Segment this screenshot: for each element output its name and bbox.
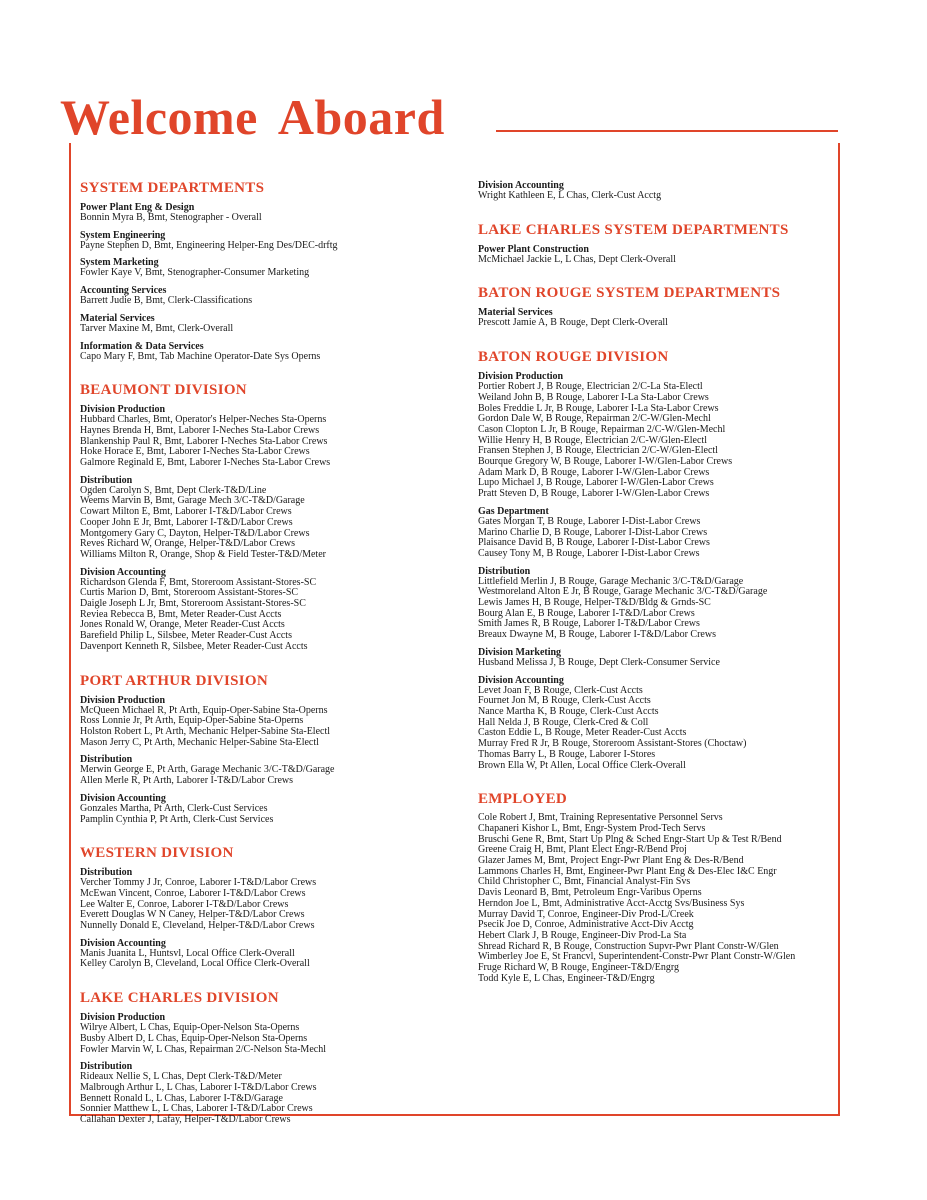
section-heading: PORT ARTHUR DIVISION (80, 672, 269, 689)
employee-entry: Lupo Michael J, B Rouge, Laborer I-W/Glen-Labor Crews (478, 477, 714, 489)
group-subheading: Division Production (80, 694, 166, 706)
employee-entry: Plaisance David B, B Rouge, Laborer I-Dist-Labor Crews (478, 537, 710, 549)
title-word-welcome: Welcome (60, 89, 258, 145)
employee-entry: Cason Clopton L Jr, B Rouge, Repairman 2/C-W/Glen-Mechl (478, 423, 726, 435)
employee-entry: Causey Tony M, B Rouge, Laborer I-Dist-Labor Crews (478, 547, 700, 559)
employee-entry: Fransen Stephen J, B Rouge, Electrician 2/C-W/Glen-Electl (478, 445, 718, 457)
employee-entry: Davenport Kenneth R, Silsbee, Meter Reader-Cust Accts (80, 640, 308, 652)
employee-entry: Cowart Milton E, Bmt, Laborer I-T&D/Labor Crews (80, 506, 292, 518)
department-section (80, 990, 465, 1126)
employee-entry: Reviea Rebecca B, Bmt, Meter Reader-Cust Accts (80, 608, 282, 620)
employee-entry: Nance Martha K, B Rouge, Clerk-Cust Accts (478, 705, 659, 717)
group-subheading: Division Accounting (80, 566, 166, 578)
group-subheading: Division Production (80, 1012, 166, 1024)
employee-entry: Vercher Tommy J Jr, Conroe, Laborer I-T&D/Labor Crews (80, 877, 317, 889)
employee-entry: Breaux Dwayne M, B Rouge, Laborer I-T&D/Labor Crews (478, 629, 716, 641)
employee-entry: Boles Freddie L Jr, B Rouge, Laborer I-La Sta-Labor Crews (478, 402, 719, 414)
employee-entry: Prescott Jamie A, B Rouge, Dept Clerk-Overall (478, 317, 668, 329)
employee-entry: Greene Craig H, Bmt, Plant Elect Engr-R/Bend Proj (478, 844, 687, 856)
section-heading: LAKE CHARLES SYSTEM DEPARTMENTS (478, 221, 789, 238)
employee-entry: Capo Mary F, Bmt, Tab Machine Operator-Date Sys Operns (80, 350, 321, 362)
employee-entry: Rideaux Nellie S, L Chas, Dept Clerk-T&D/Meter (80, 1071, 282, 1083)
group-subheading: Division Marketing (478, 646, 562, 658)
group-subheading: System Engineering (80, 229, 166, 241)
employee-entry: Adam Mark D, B Rouge, Laborer I-W/Glen-Labor Crews (478, 466, 710, 478)
employee-entry: Willie Henry H, B Rouge, Electrician 2/C-W/Glen-Electl (478, 434, 707, 446)
employee-entry: Callahan Dexter J, Lafay, Helper-T&D/Labor Crews (80, 1114, 291, 1126)
employee-entry: McMichael Jackie L, L Chas, Dept Clerk-Overall (478, 253, 676, 265)
section-heading: LAKE CHARLES DIVISION (80, 990, 279, 1007)
right-column (478, 180, 863, 1004)
staff-group (478, 307, 863, 329)
staff-group (80, 695, 465, 749)
employee-entry: Psecik Joe D, Conroe, Administrative Acct-Div Acctg (478, 919, 694, 931)
employee-entry: Blankenship Paul R, Bmt, Laborer I-Neches Sta-Labor Crews (80, 435, 328, 447)
employee-entry: Bonnin Myra B, Bmt, Stenographer - Overall (80, 212, 262, 223)
employee-entry: Brown Ella W, Pt Allen, Local Office Clerk-Overall (478, 759, 686, 771)
group-subheading: Gas Department (478, 505, 549, 517)
employee-entry: Bourg Alan E, B Rouge, Laborer I-T&D/Labor Crews (478, 607, 695, 619)
department-section (478, 791, 863, 984)
employee-entry: Hoke Horace E, Bmt, Laborer I-Neches Sta-Labor Crews (80, 446, 310, 458)
staff-group (478, 647, 863, 669)
employee-entry: Wright Kathleen E, L Chas, Clerk-Cust Acctg (478, 190, 662, 201)
employee-entry: Lee Walter E, Conroe, Laborer I-T&D/Labor Crews (80, 898, 289, 910)
left-column (80, 180, 465, 1146)
group-subheading: Power Plant Construction (478, 243, 589, 255)
employee-entry: Barrett Judie B, Bmt, Clerk-Classifications (80, 295, 253, 307)
group-subheading: Division Accounting (478, 180, 564, 191)
staff-group (478, 371, 863, 500)
employee-entry: Merwin George E, Pt Arth, Garage Mechanic 3/C-T&D/Garage (80, 764, 335, 776)
staff-group (80, 867, 465, 932)
title-word-aboard: Aboard (277, 89, 445, 145)
employee-entry: Child Christopher C, Bmt, Financial Analyst-Fin Svs (478, 876, 691, 888)
page-title (60, 89, 445, 145)
employee-entry: Gonzales Martha, Pt Arth, Clerk-Cust Services (80, 802, 268, 814)
staff-group (80, 257, 465, 279)
section-heading: BEAUMONT DIVISION (80, 382, 247, 399)
staff-group (80, 202, 465, 224)
section-heading: SYSTEM DEPARTMENTS (80, 180, 265, 196)
staff-group (478, 506, 863, 560)
employee-entry: Smith James R, B Rouge, Laborer I-T&D/Labor Crews (478, 618, 700, 630)
employee-entry: Ross Lonnie Jr, Pt Arth, Equip-Oper-Sabine Sta-Operns (80, 715, 304, 727)
staff-group (80, 567, 465, 653)
employee-entry: Gates Morgan T, B Rouge, Laborer I-Dist-Labor Crews (478, 515, 701, 527)
group-subheading: Distribution (80, 1061, 133, 1073)
staff-group (80, 793, 465, 825)
employee-entry: Hebert Clark J, B Rouge, Engineer-Div Prod-La Sta (478, 929, 687, 941)
employee-entry: McQueen Michael R, Pt Arth, Equip-Oper-Sabine Sta-Operns (80, 704, 328, 716)
department-section (478, 222, 863, 266)
staff-group (478, 566, 863, 641)
employee-entry: Kelley Carolyn B, Cleveland, Local Office Clerk-Overall (80, 958, 310, 970)
employee-entry: Levet Joan F, B Rouge, Clerk-Cust Accts (478, 684, 643, 696)
section-heading: BATON ROUGE SYSTEM DEPARTMENTS (478, 285, 781, 302)
staff-group (80, 475, 465, 561)
employee-entry: Davis Leonard B, Bmt, Petroleum Engr-Varibus Operns (478, 887, 702, 899)
employee-entry: Galmore Reginald E, Bmt, Laborer I-Neches Sta-Labor Crews (80, 457, 331, 469)
employee-entry: Curtis Marion D, Bmt, Storeroom Assistant-Stores-SC (80, 587, 299, 599)
employee-entry: Fournet Jon M, B Rouge, Clerk-Cust Accts (478, 695, 651, 707)
employee-entry: Wimberley Joe E, St Francvl, Superintendent-Constr-Pwr Plant Constr-W/Glen (478, 951, 796, 963)
group-subheading: Distribution (80, 867, 133, 879)
staff-group (80, 341, 465, 363)
department-section (80, 845, 465, 970)
employee-entry: Bourque Gregory W, B Rouge, Laborer I-W/Glen-Labor Crews (478, 456, 733, 468)
staff-group (80, 754, 465, 786)
employee-entry: McEwan Vincent, Conroe, Laborer I-T&D/Labor Crews (80, 887, 306, 899)
employee-entry: Manis Juanita L, Huntsvl, Local Office Clerk-Overall (80, 947, 295, 959)
group-subheading: Division Accounting (478, 674, 564, 686)
staff-group (80, 1012, 465, 1055)
employee-entry: Barefield Philip L, Silsbee, Meter Reader-Cust Accts (80, 630, 292, 642)
staff-group (80, 230, 465, 252)
employee-entry: Lammons Charles H, Bmt, Engineer-Pwr Plant Eng & Des-Elec I&C Engr (478, 865, 777, 877)
department-section (80, 382, 465, 652)
employee-entry: Chapaneri Kishor L, Bmt, Engr-System Prod-Tech Servs (478, 822, 706, 834)
employee-entry: Littlefield Merlin J, B Rouge, Garage Mechanic 3/C-T&D/Garage (478, 575, 744, 587)
employee-entry: Herndon Joe L, Bmt, Administrative Acct-Acctg Svs/Business Sys (478, 897, 745, 909)
employee-entry: Murray David T, Conroe, Engineer-Div Prod-L/Creek (478, 908, 694, 920)
section-heading: WESTERN DIVISION (80, 845, 234, 862)
group-subheading: Material Services (80, 312, 155, 324)
staff-group (478, 813, 863, 984)
employee-entry: Payne Stephen D, Bmt, Engineering Helper-Eng Des/DEC-drftg (80, 239, 338, 251)
employee-entry: Reves Richard W, Orange, Helper-T&D/Labor Crews (80, 538, 296, 550)
employee-entry: Fowler Marvin W, L Chas, Repairman 2/C-Nelson Sta-Mechl (80, 1043, 326, 1055)
employee-entry: Jones Ronald W, Orange, Meter Reader-Cust Accts (80, 619, 285, 631)
group-subheading: Distribution (478, 565, 531, 577)
employee-entry: Nunnelly Donald E, Cleveland, Helper-T&D/Labor Crews (80, 920, 315, 932)
frame-top-rule (496, 130, 838, 132)
employee-entry: Mason Jerry C, Pt Arth, Mechanic Helper-Sabine Sta-Electl (80, 736, 319, 748)
employee-entry: Richardson Glenda F, Bmt, Storeroom Assistant-Stores-SC (80, 576, 317, 588)
employee-entry: Marino Charlie D, B Rouge, Laborer I-Dist-Labor Crews (478, 526, 708, 538)
staff-group (80, 313, 465, 335)
employee-entry: Weems Marvin B, Bmt, Garage Mech 3/C-T&D/Garage (80, 495, 305, 507)
employee-entry: Ogden Carolyn S, Bmt, Dept Clerk-T&D/Line (80, 484, 267, 496)
employee-entry: Holston Robert L, Pt Arth, Mechanic Helper-Sabine Sta-Electl (80, 725, 331, 737)
department-section (80, 673, 465, 826)
staff-group (478, 244, 863, 266)
group-subheading: Distribution (80, 474, 133, 486)
employee-entry: Sonnier Matthew L, L Chas, Laborer I-T&D/Labor Crews (80, 1103, 313, 1115)
employee-entry: Glazer James M, Bmt, Project Engr-Pwr Plant Eng & Des-R/Bend (478, 855, 744, 867)
employee-entry: Cooper John E Jr, Bmt, Laborer I-T&D/Labor Crews (80, 516, 293, 528)
employee-entry: Weiland John B, B Rouge, Laborer I-La Sta-Labor Crews (478, 391, 709, 403)
staff-group (80, 1061, 465, 1126)
employee-entry: Portier Robert J, B Rouge, Electrician 2/C-La Sta-Electl (478, 381, 703, 393)
employee-entry: Malbrough Arthur L, L Chas, Laborer I-T&D/Labor Crews (80, 1081, 317, 1093)
employee-entry: Todd Kyle E, L Chas, Engineer-T&D/Engrg (478, 972, 655, 984)
employee-entry: Hubbard Charles, Bmt, Operator's Helper-Neches Sta-Operns (80, 414, 327, 426)
employee-entry: Fruge Richard W, B Rouge, Engineer-T&D/Engrg (478, 962, 679, 974)
employee-entry: Pratt Steven D, B Rouge, Laborer I-W/Glen-Labor Crews (478, 488, 710, 500)
group-subheading: Division Accounting (80, 792, 166, 804)
employee-entry: Pamplin Cynthia P, Pt Arth, Clerk-Cust Services (80, 813, 274, 825)
employee-entry: Haynes Brenda H, Bmt, Laborer I-Neches Sta-Labor Crews (80, 424, 320, 436)
employee-entry: Shread Richard R, B Rouge, Construction Supvr-Pwr Plant Constr-W/Glen (478, 940, 779, 952)
employee-entry: Westmoreland Alton E Jr, B Rouge, Garage Mechanic 3/C-T&D/Garage (478, 586, 768, 598)
employee-entry: Busby Albert D, L Chas, Equip-Oper-Nelson Sta-Operns (80, 1032, 308, 1044)
group-subheading: Accounting Services (80, 285, 167, 297)
staff-group (80, 285, 465, 307)
staff-group (478, 180, 863, 202)
section-heading: EMPLOYED (478, 791, 568, 808)
department-section (478, 285, 863, 329)
group-subheading: Power Plant Eng & Design (80, 202, 195, 213)
employee-entry: Hall Nelda J, B Rouge, Clerk-Cred & Coll (478, 716, 649, 728)
department-section (80, 180, 465, 362)
employee-entry: Cole Robert J, Bmt, Training Representative Personnel Servs (478, 812, 723, 824)
staff-group (478, 675, 863, 772)
group-subheading: Division Production (478, 371, 564, 383)
employee-entry: Fowler Kaye V, Bmt, Stenographer-Consumer Marketing (80, 267, 310, 279)
employee-entry: Murray Fred R Jr, B Rouge, Storeroom Assistant-Stores (Choctaw) (478, 738, 747, 750)
staff-group (80, 404, 465, 469)
group-subheading: System Marketing (80, 257, 159, 269)
group-subheading: Division Accounting (80, 937, 166, 949)
department-section (478, 180, 863, 202)
employee-entry: Bennett Ronald L, L Chas, Laborer I-T&D/Garage (80, 1092, 283, 1104)
employee-entry: Everett Douglas W N Caney, Helper-T&D/Labor Crews (80, 909, 305, 921)
employee-entry: Daigle Joseph L Jr, Bmt, Storeroom Assistant-Stores-SC (80, 598, 306, 610)
employee-entry: Tarver Maxine M, Bmt, Clerk-Overall (80, 322, 234, 334)
employee-entry: Williams Milton R, Orange, Shop & Field Tester-T&D/Meter (80, 548, 326, 560)
group-subheading: Distribution (80, 754, 133, 766)
employee-entry: Wilrye Albert, L Chas, Equip-Oper-Nelson Sta-Operns (80, 1022, 300, 1034)
group-subheading: Material Services (478, 307, 553, 319)
staff-group (80, 938, 465, 970)
group-subheading: Division Production (80, 404, 166, 416)
employee-entry: Montgomery Gary C, Dayton, Helper-T&D/Labor Crews (80, 527, 310, 539)
employee-entry: Lewis James H, B Rouge, Helper-T&D/Bldg & Grnds-SC (478, 597, 711, 609)
employee-entry: Gordon Dale W, B Rouge, Repairman 2/C-W/Glen-Mechl (478, 413, 711, 425)
employee-entry: Thomas Barry L, B Rouge, Laborer I-Stores (478, 748, 656, 760)
employee-entry: Husband Melissa J, B Rouge, Dept Clerk-Consumer Service (478, 656, 720, 668)
section-heading: BATON ROUGE DIVISION (478, 349, 669, 366)
employee-entry: Bruschi Gene R, Bmt, Start Up Plng & Sched Engr-Start Up & Test R/Bend (478, 833, 782, 845)
employee-entry: Caston Eddie L, B Rouge, Meter Reader-Cust Accts (478, 727, 687, 739)
employee-entry: Allen Merle R, Pt Arth, Laborer I-T&D/Labor Crews (80, 775, 294, 787)
department-section (478, 349, 863, 771)
group-subheading: Information & Data Services (80, 340, 204, 352)
